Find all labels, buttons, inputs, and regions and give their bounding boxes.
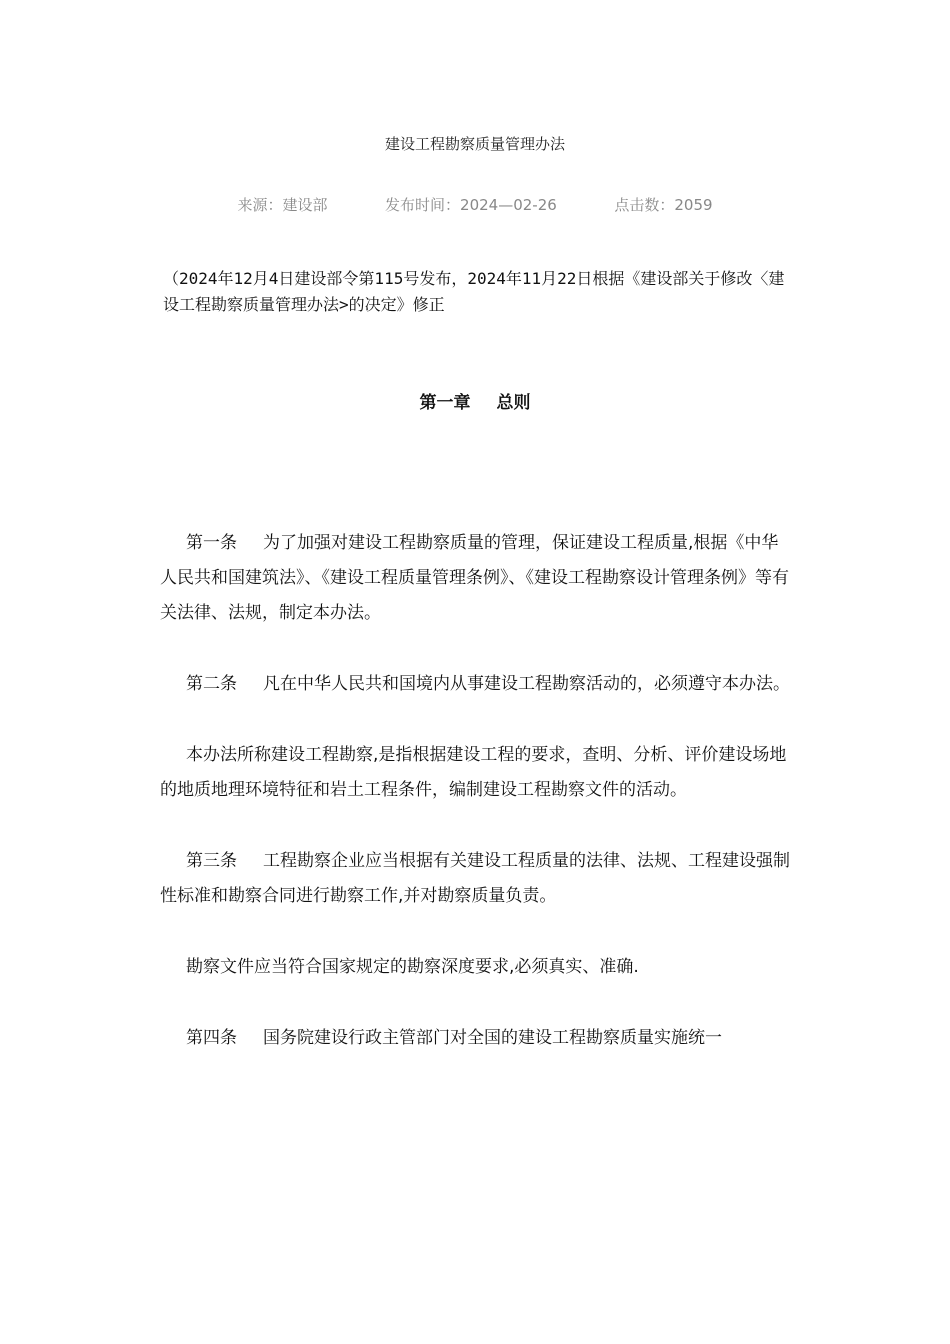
article-text: 国务院建设行政主管部门对全国的建设工程勘察质量实施统一 [263,1028,722,1048]
article-paragraph [160,667,790,702]
article-text: 本办法所称建设工程勘察,是指根据建设工程的要求，查明、分析、评价建设场地的地质地理环境特征和岩土工程条件，编制建设工程勘察文件的活动。 [160,745,787,800]
amendment-note: （2024年12月4日建设部令第115号发布，2024年11月22日根据《建设部关于修改〈建设工程勘察质量管理办法>的决定》修正 [163,269,785,314]
article-number: 第一条 [186,533,237,553]
article-number: 第四条 [186,1028,237,1048]
article-text: 工程勘察企业应当根据有关建设工程质量的法律、法规、工程建设强制性标准和勘察合同进行勘察工作,并对勘察质量负责。 [160,851,790,906]
article-number: 第二条 [186,674,237,694]
article-text: 为了加强对建设工程勘察质量的管理，保证建设工程质量,根据《中华人民共和国建筑法》、《建设工程质量管理条例》、《建设工程勘察设计管理条例》等有关法律、法规，制定本办法。 [160,533,789,623]
article-paragraph [160,1021,790,1056]
article-number: 第三条 [186,851,237,871]
article-paragraph [160,844,790,914]
document-meta [0,194,950,215]
article-paragraph [160,950,790,985]
chapter-name: 总则 [496,393,531,413]
article-paragraph [160,526,790,631]
publish-date: 发布时间：2024—02-26 [385,196,557,214]
click-count: 点击数：2059 [614,196,713,214]
article-text: 勘察文件应当符合国家规定的勘察深度要求,必须真实、准确. [186,957,639,977]
source-label: 来源：建设部 [237,196,328,214]
article-paragraph [160,738,790,808]
document-title: 建设工程勘察质量管理办法 [384,135,565,153]
article-text: 凡在中华人民共和国境内从事建设工程勘察活动的，必须遵守本办法。 [263,674,790,694]
document-body [160,526,790,1092]
chapter-number: 第一章 [419,393,471,413]
chapter-heading [0,388,950,413]
